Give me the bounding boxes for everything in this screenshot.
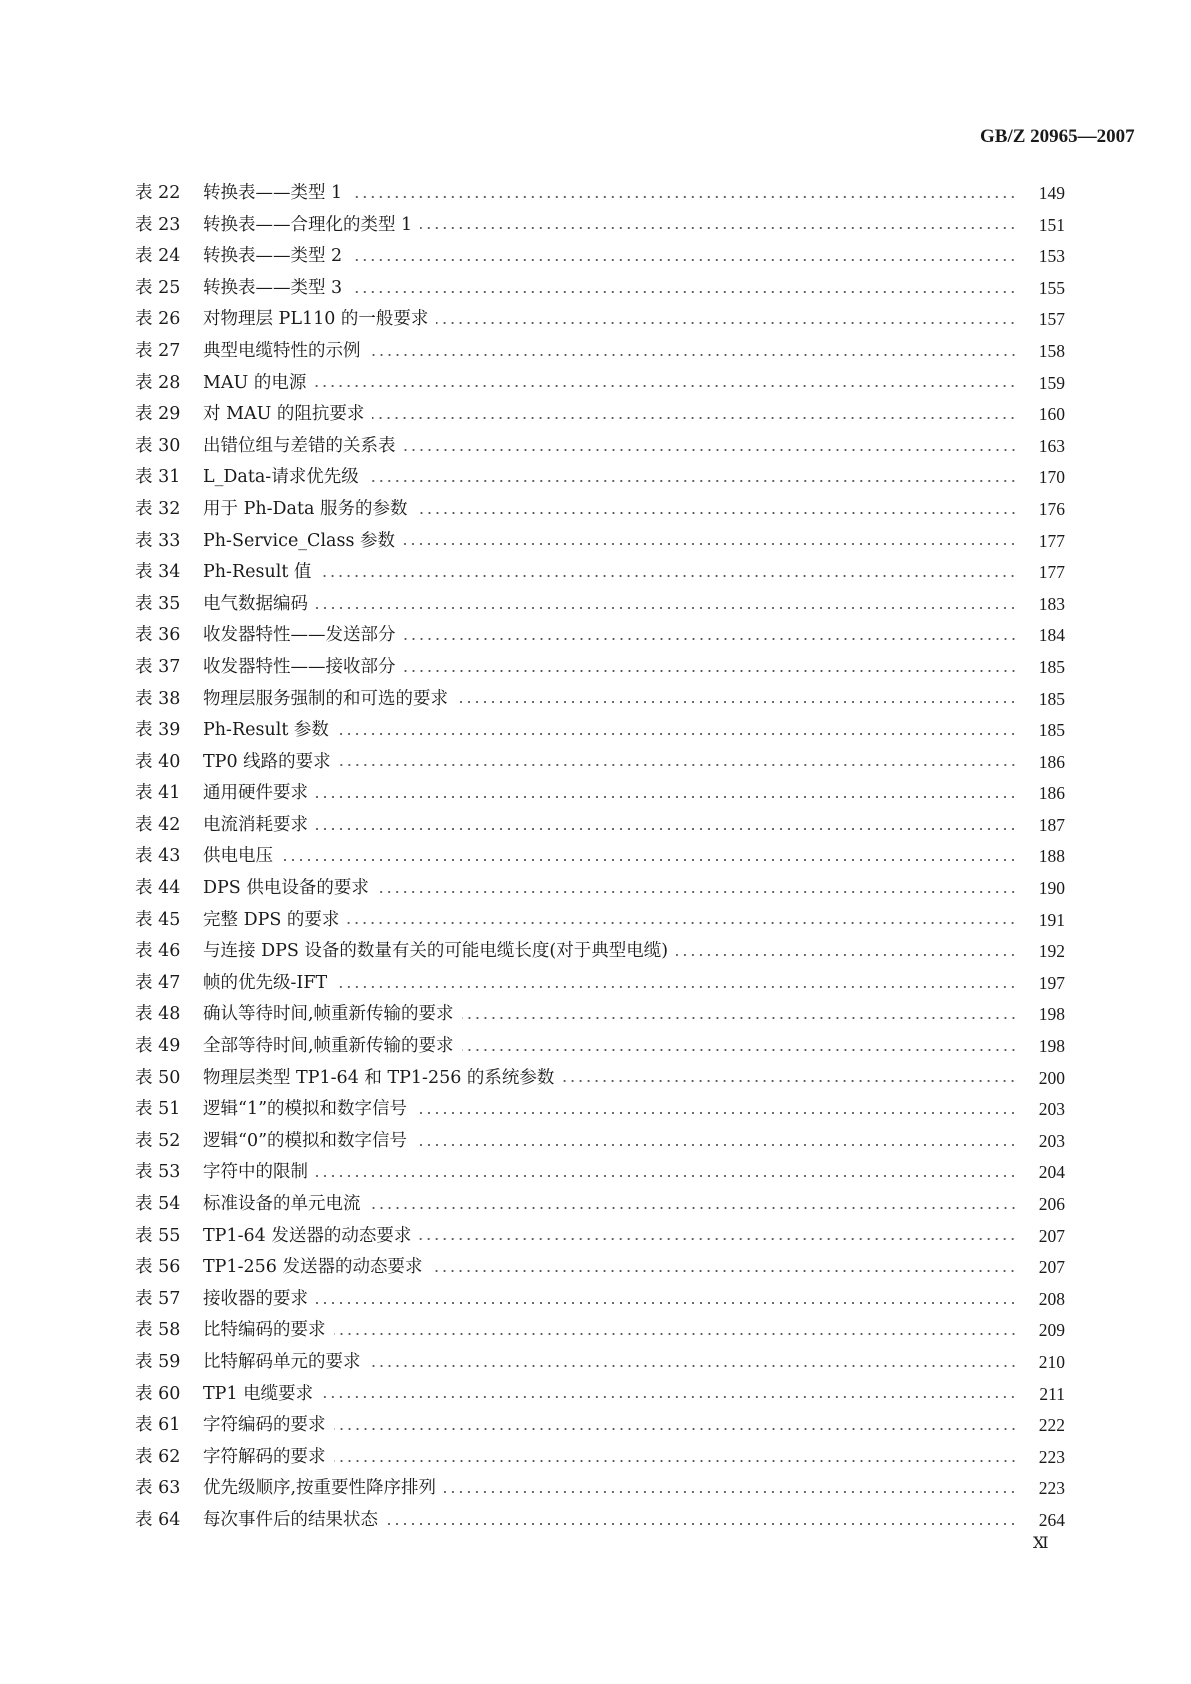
dot-leader	[369, 1365, 1018, 1367]
toc-entry[interactable]	[0, 304, 1191, 336]
dot-leader	[404, 638, 1018, 640]
dot-leader	[462, 1049, 1017, 1051]
dot-leader	[316, 828, 1017, 830]
toc-entry[interactable]	[0, 589, 1191, 621]
toc-entry[interactable]	[0, 1126, 1191, 1158]
toc-entry-page: 149	[1038, 183, 1065, 203]
dot-leader	[316, 1302, 1017, 1304]
toc-entry-line	[203, 210, 1065, 242]
toc-entry[interactable]	[0, 715, 1191, 747]
toc-entry-title: Ph-Result 参数	[203, 720, 329, 741]
toc-entry-label: 表 53	[135, 1162, 181, 1183]
toc-entry-page: 185	[1038, 688, 1065, 709]
toc-entry-title: 帧的优先级-IFT	[203, 972, 328, 993]
toc-entry-label: 表 49	[135, 1036, 181, 1057]
dot-leader	[386, 1523, 1017, 1525]
dot-leader	[339, 764, 1017, 766]
toc-entry-page: 192	[1038, 941, 1065, 962]
toc-entry-line	[203, 589, 1065, 621]
toc-entry-line	[203, 304, 1065, 336]
toc-entry-line	[203, 1505, 1065, 1537]
toc-entry[interactable]	[0, 1063, 1191, 1095]
dot-leader	[369, 354, 1018, 356]
toc-entry-line	[203, 1189, 1065, 1221]
toc-entry[interactable]	[0, 1379, 1191, 1411]
toc-entry-label: 表 32	[135, 498, 181, 519]
toc-entry-title: 用于 Ph-Data 服务的参数	[203, 498, 408, 519]
dot-leader	[334, 1333, 1018, 1335]
toc-entry-title: 标准设备的单元电流	[203, 1194, 361, 1214]
dot-leader	[321, 1396, 1017, 1398]
toc-entry-label: 表 34	[135, 562, 181, 583]
toc-entry[interactable]	[0, 1157, 1191, 1189]
dot-leader	[334, 1460, 1018, 1462]
dot-leader	[335, 986, 1017, 988]
toc-entry-title: 字符编码的要求	[203, 1415, 326, 1436]
toc-entry-title: 物理层服务强制的和可选的要求	[203, 688, 448, 709]
toc-entry-title: 每次事件后的结果状态	[203, 1509, 378, 1530]
toc-entry[interactable]	[0, 841, 1191, 873]
toc-entry-page: 151	[1038, 214, 1065, 235]
toc-entry-page: 163	[1038, 435, 1065, 456]
toc-entry-page: 160	[1038, 404, 1065, 425]
toc-entry[interactable]	[0, 1094, 1191, 1126]
dot-leader	[347, 922, 1017, 924]
toc-entry-page: 223	[1038, 1446, 1065, 1467]
toc-entry-line	[203, 936, 1065, 968]
dot-leader	[403, 543, 1017, 545]
toc-entry-line	[203, 747, 1065, 779]
toc-entry[interactable]	[0, 873, 1191, 905]
toc-entry-label: 表 58	[135, 1320, 181, 1341]
toc-entry-label: 表 24	[135, 246, 181, 267]
toc-entry[interactable]	[0, 178, 1191, 210]
toc-entry-page: 209	[1038, 1320, 1065, 1341]
toc-entry[interactable]	[0, 810, 1191, 842]
toc-entry-label: 表 51	[135, 1099, 181, 1120]
toc-entry-line	[203, 1410, 1065, 1442]
toc-entry-page: 208	[1038, 1288, 1065, 1309]
dot-leader	[420, 227, 1017, 229]
toc-entry-title: 比特解码单元的要求	[203, 1351, 361, 1372]
toc-entry-page: 177	[1038, 562, 1065, 583]
toc-entry-page: 200	[1038, 1067, 1065, 1088]
toc-entry-page: 186	[1038, 783, 1065, 804]
toc-entry-title: MAU 的电源	[203, 372, 307, 393]
toc-entry-label: 表 27	[135, 340, 181, 361]
toc-entry[interactable]	[0, 999, 1191, 1031]
toc-entry-label: 表 22	[135, 183, 181, 203]
dot-leader	[350, 196, 1017, 198]
toc-entry-page: 157	[1038, 309, 1065, 330]
toc-entry-line	[203, 1063, 1065, 1095]
toc-entry[interactable]	[0, 1315, 1191, 1347]
toc-entry-line	[203, 431, 1065, 463]
toc-entry-title: 逻辑“1”的模拟和数字信号	[203, 1099, 408, 1120]
toc-entry-line	[203, 1221, 1065, 1253]
toc-entry-label: 表 30	[135, 435, 181, 456]
toc-entry-title: 电气数据编码	[203, 593, 308, 614]
toc-entry[interactable]	[0, 936, 1191, 968]
toc-entry-title: L_Data-请求优先级	[203, 467, 359, 488]
toc-entry-line	[203, 1315, 1065, 1347]
toc-entry[interactable]	[0, 557, 1191, 589]
toc-entry-label: 表 61	[135, 1415, 181, 1436]
toc-entry-page: 186	[1038, 751, 1065, 772]
toc-entry-page: 191	[1038, 909, 1065, 930]
dot-leader	[334, 1428, 1018, 1430]
toc-entry-title: DPS 供电设备的要求	[203, 878, 369, 899]
toc-entry-title: 电流消耗要求	[203, 814, 308, 835]
toc-entry-label: 表 57	[135, 1288, 181, 1309]
toc-entry[interactable]	[0, 431, 1191, 463]
toc-entry-title: 对 MAU 的阻抗要求	[203, 404, 365, 425]
toc-entry-line	[203, 494, 1065, 526]
toc-entry-label: 表 44	[135, 878, 181, 899]
toc-entry[interactable]	[0, 273, 1191, 305]
toc-entry[interactable]	[0, 620, 1191, 652]
toc-entry-label: 表 60	[135, 1383, 181, 1404]
toc-entry-label: 表 28	[135, 372, 181, 393]
toc-entry-label: 表 31	[135, 467, 181, 488]
toc-entry-line	[203, 778, 1065, 810]
toc-entry-line	[203, 1157, 1065, 1189]
toc-entry[interactable]	[0, 1031, 1191, 1063]
toc-entry-page: 223	[1038, 1478, 1065, 1499]
toc-entry-title: 转换表——合理化的类型 1	[203, 214, 413, 235]
toc-entry[interactable]	[0, 241, 1191, 273]
dot-leader	[416, 512, 1017, 514]
toc-entry-line	[203, 968, 1065, 1000]
toc-entry-page: 197	[1038, 972, 1065, 993]
toc-entry-line	[203, 620, 1065, 652]
toc-entry-label: 表 48	[135, 1004, 181, 1025]
toc-entry-line	[203, 462, 1065, 494]
toc-entry[interactable]	[0, 1221, 1191, 1253]
toc-entry-label: 表 29	[135, 404, 181, 425]
table-of-contents	[0, 178, 1191, 1537]
dot-leader	[367, 480, 1017, 482]
toc-entry-label: 表 36	[135, 625, 181, 646]
toc-entry[interactable]	[0, 462, 1191, 494]
toc-entry-label: 表 59	[135, 1351, 181, 1372]
toc-entry-line	[203, 1284, 1065, 1316]
toc-entry[interactable]	[0, 747, 1191, 779]
dot-leader	[377, 891, 1017, 893]
toc-entry-title: 供电电压	[203, 846, 273, 867]
dot-leader	[369, 1207, 1018, 1209]
toc-entry-label: 表 38	[135, 688, 181, 709]
toc-entry-page: 207	[1038, 1257, 1065, 1278]
toc-entry-title: 收发器特性——接收部分	[203, 656, 396, 677]
toc-entry-page: 203	[1038, 1130, 1065, 1151]
toc-entry-title: 完整 DPS 的要求	[203, 909, 340, 930]
toc-entry-page: 204	[1038, 1162, 1065, 1183]
toc-entry-title: TP1 电缆要求	[203, 1383, 314, 1404]
toc-entry-line	[203, 1379, 1065, 1411]
toc-entry[interactable]	[0, 1442, 1191, 1474]
toc-entry-title: 优先级顺序,按重要性降序排列	[203, 1478, 437, 1499]
toc-entry-title: 确认等待时间,帧重新传输的要求	[203, 1004, 454, 1025]
dot-leader	[444, 1491, 1017, 1493]
toc-entry-page: 211	[1039, 1383, 1065, 1404]
toc-entry-line	[203, 841, 1065, 873]
toc-entry-page: 153	[1038, 246, 1065, 267]
toc-entry-label: 表 56	[135, 1257, 181, 1278]
toc-entry-page: 187	[1038, 814, 1065, 835]
dot-leader	[430, 1270, 1017, 1272]
toc-entry-line	[203, 1442, 1065, 1474]
toc-entry-line	[203, 873, 1065, 905]
dot-leader	[456, 701, 1017, 703]
dot-leader	[462, 1017, 1017, 1019]
dot-leader	[419, 1238, 1017, 1240]
toc-entry-title: 转换表——类型 1	[203, 183, 343, 203]
toc-entry-page: 206	[1038, 1194, 1065, 1214]
toc-entry-title: 比特编码的要求	[203, 1320, 326, 1341]
toc-entry-label: 表 50	[135, 1067, 181, 1088]
dot-leader	[415, 1112, 1017, 1114]
toc-entry-line	[203, 684, 1065, 716]
toc-entry-line	[203, 178, 1065, 210]
toc-entry-label: 表 35	[135, 593, 181, 614]
toc-entry[interactable]	[0, 1473, 1191, 1505]
toc-entry-label: 表 40	[135, 751, 181, 772]
toc-entry-line	[203, 336, 1065, 368]
toc-entry-title: 收发器特性——发送部分	[203, 625, 396, 646]
dot-leader	[337, 733, 1017, 735]
toc-entry-line	[203, 241, 1065, 273]
toc-entry-title: 字符中的限制	[203, 1162, 308, 1183]
toc-entry[interactable]	[0, 1284, 1191, 1316]
toc-entry-line	[203, 1252, 1065, 1284]
dot-leader	[314, 385, 1017, 387]
dot-leader	[281, 859, 1017, 861]
dot-leader	[316, 796, 1017, 798]
toc-entry-page: 159	[1038, 372, 1065, 393]
toc-entry-label: 表 54	[135, 1194, 181, 1214]
toc-entry-title: 接收器的要求	[203, 1288, 308, 1309]
toc-entry-page: 264	[1038, 1509, 1065, 1530]
toc-entry[interactable]	[0, 1347, 1191, 1379]
toc-entry-title: Ph-Result 值	[203, 562, 312, 583]
toc-entry-title: 逻辑“0”的模拟和数字信号	[203, 1130, 408, 1151]
toc-entry-label: 表 33	[135, 530, 181, 551]
toc-entry-line	[203, 1031, 1065, 1063]
toc-entry-label: 表 47	[135, 972, 181, 993]
toc-entry-page: 198	[1038, 1004, 1065, 1025]
dot-leader	[350, 259, 1017, 261]
toc-entry-title: 典型电缆特性的示例	[203, 340, 361, 361]
toc-entry[interactable]	[0, 968, 1191, 1000]
toc-entry-title: 物理层类型 TP1-64 和 TP1-256 的系统参数	[203, 1067, 555, 1088]
toc-entry[interactable]	[0, 652, 1191, 684]
toc-entry-title: 转换表——类型 2	[203, 246, 343, 267]
toc-entry[interactable]	[0, 1505, 1191, 1537]
toc-entry-label: 表 23	[135, 214, 181, 235]
toc-entry-title: 字符解码的要求	[203, 1446, 326, 1467]
toc-entry-page: 190	[1038, 878, 1065, 899]
dot-leader	[316, 1175, 1017, 1177]
dot-leader	[436, 322, 1017, 324]
toc-entry[interactable]	[0, 778, 1191, 810]
toc-entry-line	[203, 652, 1065, 684]
toc-entry-line	[203, 368, 1065, 400]
toc-entry-label: 表 25	[135, 277, 181, 298]
toc-entry-page: 188	[1038, 846, 1065, 867]
toc-entry-label: 表 39	[135, 720, 181, 741]
toc-entry[interactable]	[0, 399, 1191, 431]
page-number-roman: Ⅺ	[1033, 1535, 1048, 1552]
toc-entry-page: 185	[1038, 656, 1065, 677]
toc-entry-title: 全部等待时间,帧重新传输的要求	[203, 1036, 454, 1057]
toc-entry[interactable]	[0, 494, 1191, 526]
toc-entry-title: 通用硬件要求	[203, 783, 308, 804]
toc-entry[interactable]	[0, 1410, 1191, 1442]
dot-leader	[350, 291, 1017, 293]
toc-entry-label: 表 63	[135, 1478, 181, 1499]
dot-leader	[319, 575, 1017, 577]
dot-leader	[372, 417, 1017, 419]
toc-entry-title: TP1-64 发送器的动态要求	[203, 1225, 412, 1246]
dot-leader	[676, 954, 1017, 956]
toc-entry-title: 对物理层 PL110 的一般要求	[203, 309, 429, 330]
toc-entry-page: 177	[1038, 530, 1065, 551]
toc-entry-label: 表 37	[135, 656, 181, 677]
toc-entry-label: 表 52	[135, 1130, 181, 1151]
toc-entry-label: 表 43	[135, 846, 181, 867]
toc-entry-page: 158	[1038, 340, 1065, 361]
toc-entry[interactable]	[0, 1189, 1191, 1221]
toc-entry-line	[203, 557, 1065, 589]
toc-entry-line	[203, 1094, 1065, 1126]
toc-entry-title: Ph-Service_Class 参数	[203, 530, 396, 551]
toc-entry[interactable]	[0, 336, 1191, 368]
toc-entry-page: 176	[1038, 498, 1065, 519]
toc-entry-title: TP0 线路的要求	[203, 751, 331, 772]
toc-entry[interactable]	[0, 905, 1191, 937]
toc-entry-title: 出错位组与差错的关系表	[203, 435, 396, 456]
toc-entry-line	[203, 1347, 1065, 1379]
toc-entry-label: 表 42	[135, 814, 181, 835]
toc-entry-label: 表 62	[135, 1446, 181, 1467]
toc-entry-label: 表 45	[135, 909, 181, 930]
toc-entry-title: 转换表——类型 3	[203, 277, 343, 298]
toc-entry-label: 表 41	[135, 783, 181, 804]
toc-entry-page: 155	[1038, 277, 1065, 298]
toc-entry-line	[203, 715, 1065, 747]
toc-entry-line	[203, 1126, 1065, 1158]
toc-entry-line	[203, 905, 1065, 937]
toc-entry-label: 表 64	[135, 1509, 181, 1530]
toc-entry-line	[203, 526, 1065, 558]
toc-entry-page: 203	[1038, 1099, 1065, 1120]
toc-entry-page: 198	[1038, 1036, 1065, 1057]
dot-leader	[415, 1144, 1017, 1146]
toc-entry-title: 与连接 DPS 设备的数量有关的可能电缆长度(对于典型电缆)	[203, 941, 669, 962]
toc-entry[interactable]	[0, 1252, 1191, 1284]
toc-entry-page: 184	[1038, 625, 1065, 646]
toc-entry-line	[203, 1473, 1065, 1505]
dot-leader	[404, 670, 1018, 672]
toc-entry-page: 210	[1038, 1351, 1065, 1372]
toc-entry-line	[203, 273, 1065, 305]
toc-entry-page: 183	[1038, 593, 1065, 614]
dot-leader	[316, 607, 1017, 609]
toc-entry-title: TP1-256 发送器的动态要求	[203, 1257, 423, 1278]
toc-entry[interactable]	[0, 526, 1191, 558]
toc-entry-page: 222	[1038, 1415, 1065, 1436]
toc-entry-label: 表 26	[135, 309, 181, 330]
dot-leader	[404, 449, 1018, 451]
toc-entry-label: 表 46	[135, 941, 181, 962]
toc-entry-line	[203, 810, 1065, 842]
toc-entry-page: 207	[1038, 1225, 1065, 1246]
toc-entry[interactable]	[0, 368, 1191, 400]
toc-entry[interactable]	[0, 684, 1191, 716]
toc-entry-line	[203, 399, 1065, 431]
toc-entry-page: 170	[1038, 467, 1065, 488]
document-code: GB/Z 20965—2007	[980, 126, 1135, 147]
toc-entry-page: 185	[1038, 720, 1065, 741]
toc-entry-line	[203, 999, 1065, 1031]
toc-entry[interactable]	[0, 210, 1191, 242]
dot-leader	[562, 1080, 1017, 1082]
toc-entry-label: 表 55	[135, 1225, 181, 1246]
